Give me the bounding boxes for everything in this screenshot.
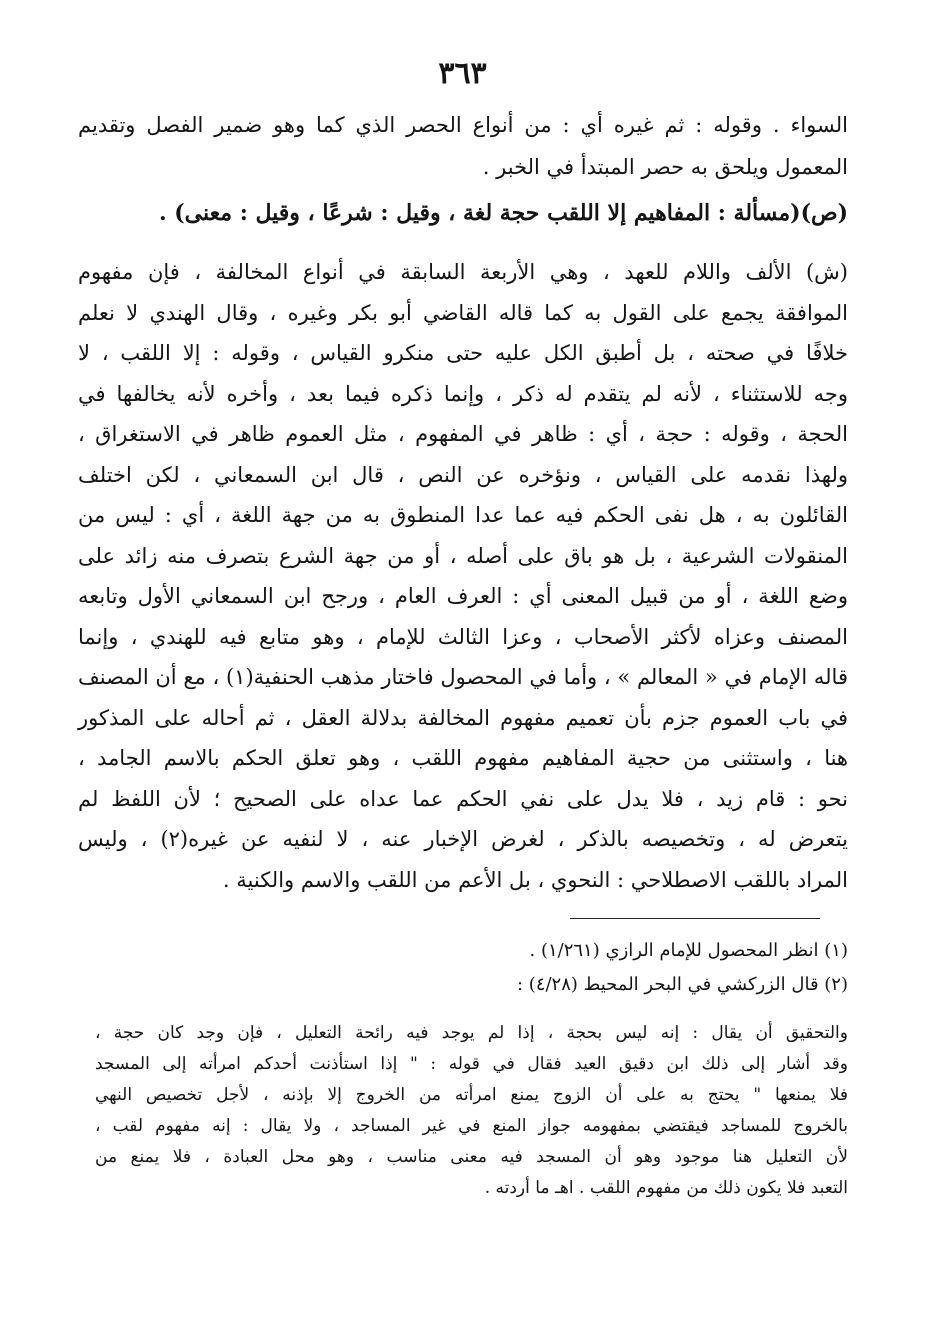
text-line: الموافقة يجمع على القول به كما قاله القاضي أبو بكر وغيره ، وقال الهندي لا نعلم <box>78 300 848 325</box>
text-line: المنقولات الشرعية ، بل هو باق على أصله ، أو من جهة الشرع بتصرف منه زائد على <box>78 543 848 568</box>
text-line: وضع اللغة ، أو من قبيل المعنى أي : العرف العام ، ورجح ابن السمعاني الأول وتابعه <box>78 584 848 608</box>
quote-line: والتحقيق أن يقال : إنه ليس بحجة ، إذا لم يوجد فيه رائحة التعليل ، فإن وجد كان حجة ، <box>95 1023 848 1043</box>
footnote-line: (١) انظر المحصول للإمام الرازي (١/٢٦١) . <box>529 940 848 961</box>
text-line: ولهذا نقدمه على القياس ، ونؤخره عن النص ، قال ابن السمعاني ، لكن اختلف <box>78 462 848 487</box>
text-line: قاله الإمام في « المعالم » ، وأما في المحصول فاختار مذهب الحنفية(١) ، مع أن المصنف <box>78 665 848 689</box>
issue-heading <box>78 190 848 236</box>
quote-line: بالخروج للمساجد فيقتضي بمفهومه جواز المنع في غير المساجد ، ولا يقال : إنه مفهوم لقب ، <box>95 1116 848 1136</box>
text-line: في باب العموم جزم بأن تعميم مفهوم المخالفة بدلالة العقل ، ثم أحاله على المذكور <box>78 705 848 730</box>
text-line: نحو : قام زيد ، فلا يدل على نفي الحكم عما عداه على الصحيح ؛ لأن اللفظ لم <box>78 786 848 811</box>
text-line: يتعرض له ، وتخصيصه بالذكر ، لغرض الإخبار عنه ، لا لنفيه عن غيره(٢) ، وليس <box>78 827 848 851</box>
page-number: ٣٦٣ <box>438 56 487 91</box>
text-line: خلافًا في صحته ، بل أطبق الكل عليه حتى منكرو القياس ، وقوله : إلا اللقب ، لا <box>78 341 848 365</box>
quote-line: لأن التعليل هنا موجود وهو أن المسجد فيه معنى مناسب ، وهو محل العبادة ، فلا يمنع من <box>95 1147 848 1167</box>
text-line: المعمول ويلحق به حصر المبتدأ في الخبر . <box>482 155 848 179</box>
heading-line: (ص)(مسألة : المفاهيم إلا اللقب حجة لغة ، وقيل : شرعًا ، وقيل : معنى) . <box>158 200 848 226</box>
footnote-separator <box>570 918 820 919</box>
footnote-quotation <box>95 1018 848 1204</box>
intro-paragraph <box>78 104 848 188</box>
quote-line: فلا يمنعها " يحتج به على أن الزوج يمنع امرأته من الخروج إلا بإذنه ، لأجل تخصيص النهي <box>95 1085 848 1105</box>
footnotes <box>78 934 848 1002</box>
text-line: الحجة ، وقوله : حجة ، أي : ظاهر في المفهوم ، مثل العموم ظاهر في الاستغراق ، <box>78 422 848 446</box>
quote-line: وقد أشار إلى ذلك ابن دقيق العيد فقال في قوله : " إذا استأذنت أحدكم امرأته إلى المسجد <box>95 1054 848 1074</box>
commentary-paragraph <box>78 252 848 900</box>
text-line: السواء . وقوله : ثم غيره أي : من أنواع الحصر الذي كما وهو ضمير الفصل وتقديم <box>78 113 848 137</box>
text-line: هنا ، واستثنى من حجية المفاهيم مفهوم اللقب ، وهو تعلق الحكم بالاسم الجامد ، <box>78 746 848 770</box>
text-line: وجه للاستثناء ، لأنه لم يتقدم له ذكر ، وإنما ذكره فيما بعد ، وأخره لأنه يخالفها في <box>78 381 848 406</box>
footnote-line: (٢) قال الزركشي في البحر المحيط (٤/٢٨) : <box>517 974 848 995</box>
text-line: (ش) الألف واللام للعهد ، وهي الأربعة السابقة في أنواع المخالفة ، فإن مفهوم <box>78 260 848 284</box>
text-line: المصنف وعزاه لأكثر الأصحاب ، وعزا الثالث للإمام ، وهو متابع فيه للهندي ، وإنما <box>78 624 848 649</box>
quote-line: التعبد فلا يكون ذلك من مفهوم اللقب . اهـ ما أردته . <box>484 1178 848 1198</box>
text-line: المراد باللقب الاصطلاحي : النحوي ، بل الأعم من اللقب والاسم والكنية . <box>222 867 848 892</box>
text-line: القائلون به ، هل نفى الحكم فيه عما عدا المنطوق به من جهة اللغة ، أي : ليس من <box>78 503 848 527</box>
